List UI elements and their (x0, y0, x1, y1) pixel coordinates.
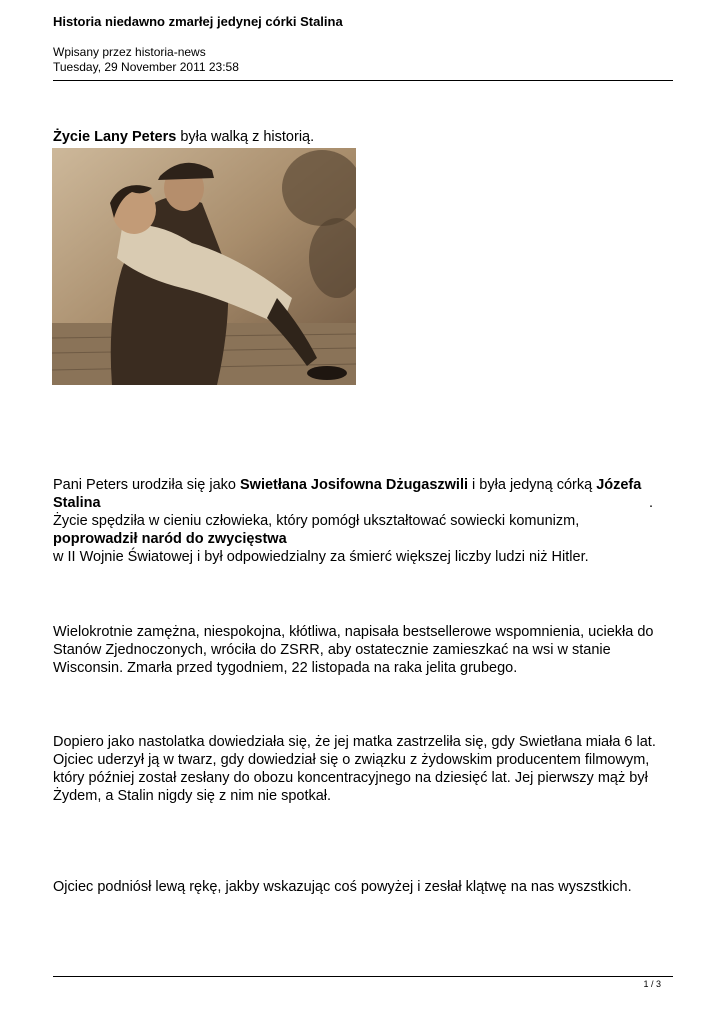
p1-text-2: i była jedyną córką (468, 477, 597, 493)
p1-text-4: w II Wojnie Światowej i był odpowiedzialny za śmierć większej liczby ludzi niż Hitler. (53, 549, 589, 565)
page-number: 1 / 3 (643, 979, 661, 989)
paragraph-4: Ojciec podniósł lewą rękę, jakby wskazując coś powyżej i zesłał klątwę na nas wyszstkich. (53, 879, 632, 895)
intro-bold: Życie Lany Peters (53, 129, 177, 145)
p1-father-bold: Józefa Stalina (53, 477, 642, 511)
p1-name-bold: Swietłana Josifowna Dżugaszwili (240, 477, 469, 493)
footer-divider (53, 976, 673, 977)
author-line: Wpisany przez historia-news (53, 45, 206, 59)
intro-line (53, 128, 663, 146)
paragraph-2: Wielokrotnie zamężna, niespokojna, kłótliwa, napisała bestsellerowe wspomnienia, uciekła do Stanów Zjednoczonych, wróciła do ZSRR, aby ostatecznie zamieszkać na wsi w stanie Wisconsin. Zmarła przed tygodniem, 22 listopada na raka jelita grubego. (53, 624, 654, 676)
intro-rest: była walką z historią. (176, 129, 315, 145)
p1-text-1: Pani Peters urodziła się jako (53, 477, 240, 493)
document-header (53, 13, 673, 75)
header-divider (53, 80, 673, 81)
date-line: Tuesday, 29 November 2011 23:58 (53, 60, 239, 74)
photo-image-icon (52, 148, 356, 385)
document-title: Historia niedawno zmarłej jedynej córki Stalina (53, 14, 343, 29)
paragraph-1 (53, 476, 663, 566)
article-photo (52, 148, 356, 385)
document-meta (53, 45, 673, 75)
p1-dot: . (649, 495, 654, 511)
paragraph-3: Dopiero jako nastolatka dowiedziała się, że jej matka zastrzeliła się, gdy Swietłana miała 6 lat. Ojciec uderzył ją w twarz, gdy dowiedział się o związku z żydowskim producentem filmowym, który później został zesłany do obozu koncentracyjnego na dziesięć lat. Jej pierwszy mąż był Żydem, a Stalin nigdy się z nim nie spotkał. (53, 734, 656, 804)
p1-victory-bold: poprowadził naród do zwycięstwa (53, 531, 287, 547)
p1-text-3: Życie spędziła w cieniu człowieka, który pomógł ukształtować sowiecki komunizm, (53, 513, 580, 529)
